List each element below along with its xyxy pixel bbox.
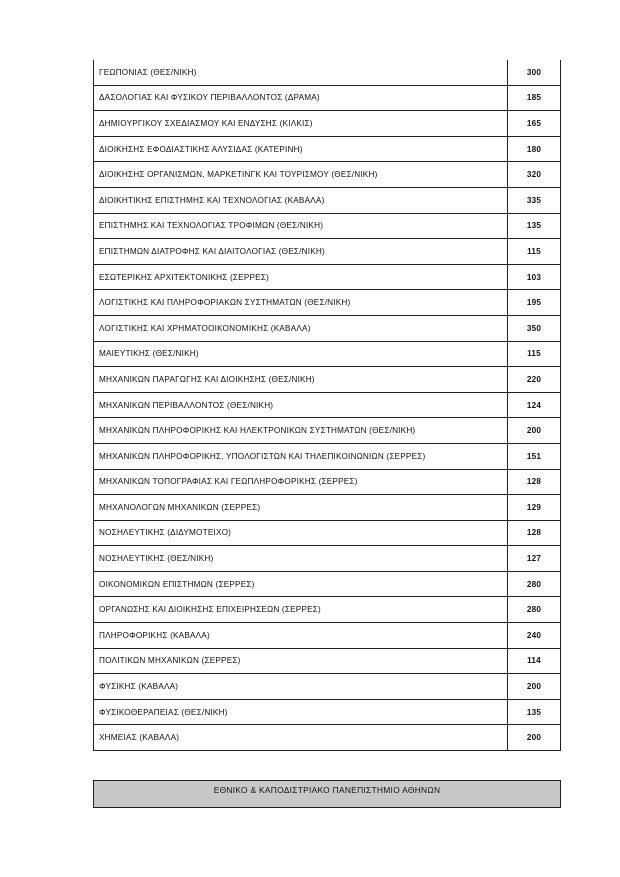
- department-value: 195: [508, 290, 561, 316]
- department-name: ΔΑΣΟΛΟΓΙΑΣ ΚΑΙ ΦΥΣΙΚΟΥ ΠΕΡΙΒΑΛΛΟΝΤΟΣ (ΔΡΑΜΑ): [94, 85, 508, 111]
- department-value: 103: [508, 264, 561, 290]
- department-value: 280: [508, 571, 561, 597]
- department-value: 114: [508, 648, 561, 674]
- department-name: ΕΠΙΣΤΗΜΗΣ ΚΑΙ ΤΕΧΝΟΛΟΓΙΑΣ ΤΡΟΦΙΜΩΝ (ΘΕΣ/ΝΙΚΗ): [94, 213, 508, 239]
- department-value: 124: [508, 392, 561, 418]
- department-name: ΛΟΓΙΣΤΙΚΗΣ ΚΑΙ ΠΛΗΡΟΦΟΡΙΑΚΩΝ ΣΥΣΤΗΜΑΤΩΝ (ΘΕΣ/ΝΙΚΗ): [94, 290, 508, 316]
- university-header: ΕΘΝΙΚΟ & ΚΑΠΟΔΙΣΤΡΙΑΚΟ ΠΑΝΕΠΙΣΤΗΜΙΟ ΑΘΗΝΩΝ: [93, 780, 561, 808]
- department-name: ΝΟΣΗΛΕΥΤΙΚΗΣ (ΘΕΣ/ΝΙΚΗ): [94, 546, 508, 572]
- department-value: 180: [508, 136, 561, 162]
- table-row: [94, 699, 561, 725]
- department-value: 185: [508, 85, 561, 111]
- department-name: ΜΗΧΑΝΙΚΩΝ ΠΑΡΑΓΩΓΗΣ ΚΑΙ ΔΙΟΙΚΗΣΗΣ (ΘΕΣ/ΝΙΚΗ): [94, 367, 508, 393]
- table-row: [94, 469, 561, 495]
- table-row: [94, 239, 561, 265]
- table-row: [94, 520, 561, 546]
- table-row: [94, 187, 561, 213]
- department-value: 128: [508, 469, 561, 495]
- department-value: 200: [508, 725, 561, 751]
- table-row: [94, 162, 561, 188]
- department-table: [93, 60, 561, 751]
- department-value: 115: [508, 239, 561, 265]
- table-row: [94, 418, 561, 444]
- department-name: ΜΗΧΑΝΙΚΩΝ ΠΕΡΙΒΑΛΛΟΝΤΟΣ (ΘΕΣ/ΝΙΚΗ): [94, 392, 508, 418]
- department-value: 135: [508, 699, 561, 725]
- department-name: ΔΙΟΙΚΗΣΗΣ ΕΦΟΔΙΑΣΤΙΚΗΣ ΑΛΥΣΙΔΑΣ (ΚΑΤΕΡΙΝΗ): [94, 136, 508, 162]
- table-row: [94, 648, 561, 674]
- department-value: 300: [508, 60, 561, 85]
- department-name: ΛΟΓΙΣΤΙΚΗΣ ΚΑΙ ΧΡΗΜΑΤΟΟΙΚΟΝΟΜΙΚΗΣ (ΚΑΒΑΛΑ): [94, 315, 508, 341]
- table-row: [94, 392, 561, 418]
- table-row: [94, 315, 561, 341]
- table-row: [94, 85, 561, 111]
- department-name: ΓΕΩΠΟΝΙΑΣ (ΘΕΣ/ΝΙΚΗ): [94, 60, 508, 85]
- department-value: 220: [508, 367, 561, 393]
- department-value: 129: [508, 495, 561, 521]
- table-row: [94, 136, 561, 162]
- table-row: [94, 213, 561, 239]
- table-row: [94, 674, 561, 700]
- department-value: 320: [508, 162, 561, 188]
- table-row: [94, 597, 561, 623]
- table-row: [94, 443, 561, 469]
- table-row: [94, 495, 561, 521]
- table-row: [94, 571, 561, 597]
- department-value: 200: [508, 418, 561, 444]
- department-name: ΦΥΣΙΚΟΘΕΡΑΠΕΙΑΣ (ΘΕΣ/ΝΙΚΗ): [94, 699, 508, 725]
- department-value: 151: [508, 443, 561, 469]
- department-value: 280: [508, 597, 561, 623]
- department-value: 128: [508, 520, 561, 546]
- department-name: ΜΗΧΑΝΙΚΩΝ ΠΛΗΡΟΦΟΡΙΚΗΣ, ΥΠΟΛΟΓΙΣΤΩΝ ΚΑΙ ΤΗΛΕΠΙΚΟΙΝΩΝΙΩΝ (ΣΕΡΡΕΣ): [94, 443, 508, 469]
- table-row: [94, 546, 561, 572]
- department-table-body: [94, 60, 561, 751]
- department-name: ΜΗΧΑΝΙΚΩΝ ΤΟΠΟΓΡΑΦΙΑΣ ΚΑΙ ΓΕΩΠΛΗΡΟΦΟΡΙΚΗΣ (ΣΕΡΡΕΣ): [94, 469, 508, 495]
- department-name: ΜΗΧΑΝΙΚΩΝ ΠΛΗΡΟΦΟΡΙΚΗΣ ΚΑΙ ΗΛΕΚΤΡΟΝΙΚΩΝ ΣΥΣΤΗΜΑΤΩΝ (ΘΕΣ/ΝΙΚΗ): [94, 418, 508, 444]
- department-name: ΟΙΚΟΝΟΜΙΚΩΝ ΕΠΙΣΤΗΜΩΝ (ΣΕΡΡΕΣ): [94, 571, 508, 597]
- table-row: [94, 367, 561, 393]
- department-value: 165: [508, 111, 561, 137]
- department-value: 350: [508, 315, 561, 341]
- department-value: 240: [508, 623, 561, 649]
- department-name: ΕΠΙΣΤΗΜΩΝ ΔΙΑΤΡΟΦΗΣ ΚΑΙ ΔΙΑΙΤΟΛΟΓΙΑΣ (ΘΕΣ/ΝΙΚΗ): [94, 239, 508, 265]
- table-row: [94, 725, 561, 751]
- department-name: ΜΑΙΕΥΤΙΚΗΣ (ΘΕΣ/ΝΙΚΗ): [94, 341, 508, 367]
- department-name: ΔΙΟΙΚΗΣΗΣ ΟΡΓΑΝΙΣΜΩΝ, ΜΑΡΚΕΤΙΝΓΚ ΚΑΙ ΤΟΥΡΙΣΜΟΥ (ΘΕΣ/ΝΙΚΗ): [94, 162, 508, 188]
- department-name: ΜΗΧΑΝΟΛΟΓΩΝ ΜΗΧΑΝΙΚΩΝ (ΣΕΡΡΕΣ): [94, 495, 508, 521]
- table-row: [94, 264, 561, 290]
- department-value: 200: [508, 674, 561, 700]
- department-value: 335: [508, 187, 561, 213]
- department-name: ΠΟΛΙΤΙΚΩΝ ΜΗΧΑΝΙΚΩΝ (ΣΕΡΡΕΣ): [94, 648, 508, 674]
- table-row: [94, 341, 561, 367]
- department-name: ΔΗΜΙΟΥΡΓΙΚΟΥ ΣΧΕΔΙΑΣΜΟΥ ΚΑΙ ΕΝΔΥΣΗΣ (ΚΙΛΚΙΣ): [94, 111, 508, 137]
- department-name: ΔΙΟΙΚΗΤΙΚΗΣ ΕΠΙΣΤΗΜΗΣ ΚΑΙ ΤΕΧΝΟΛΟΓΙΑΣ (ΚΑΒΑΛΑ): [94, 187, 508, 213]
- department-value: 127: [508, 546, 561, 572]
- department-name: ΟΡΓΑΝΩΣΗΣ ΚΑΙ ΔΙΟΙΚΗΣΗΣ ΕΠΙΧΕΙΡΗΣΕΩΝ (ΣΕΡΡΕΣ): [94, 597, 508, 623]
- department-value: 135: [508, 213, 561, 239]
- department-name: ΝΟΣΗΛΕΥΤΙΚΗΣ (ΔΙΔΥΜΟΤΕΙΧΟ): [94, 520, 508, 546]
- department-value: 115: [508, 341, 561, 367]
- department-name: ΠΛΗΡΟΦΟΡΙΚΗΣ (ΚΑΒΑΛΑ): [94, 623, 508, 649]
- table-row: [94, 111, 561, 137]
- table-row: [94, 290, 561, 316]
- table-row: [94, 60, 561, 85]
- department-name: ΧΗΜΕΙΑΣ (ΚΑΒΑΛΑ): [94, 725, 508, 751]
- department-name: ΦΥΣΙΚΗΣ (ΚΑΒΑΛΑ): [94, 674, 508, 700]
- department-name: ΕΣΩΤΕΡΙΚΗΣ ΑΡΧΙΤΕΚΤΟΝΙΚΗΣ (ΣΕΡΡΕΣ): [94, 264, 508, 290]
- table-row: [94, 623, 561, 649]
